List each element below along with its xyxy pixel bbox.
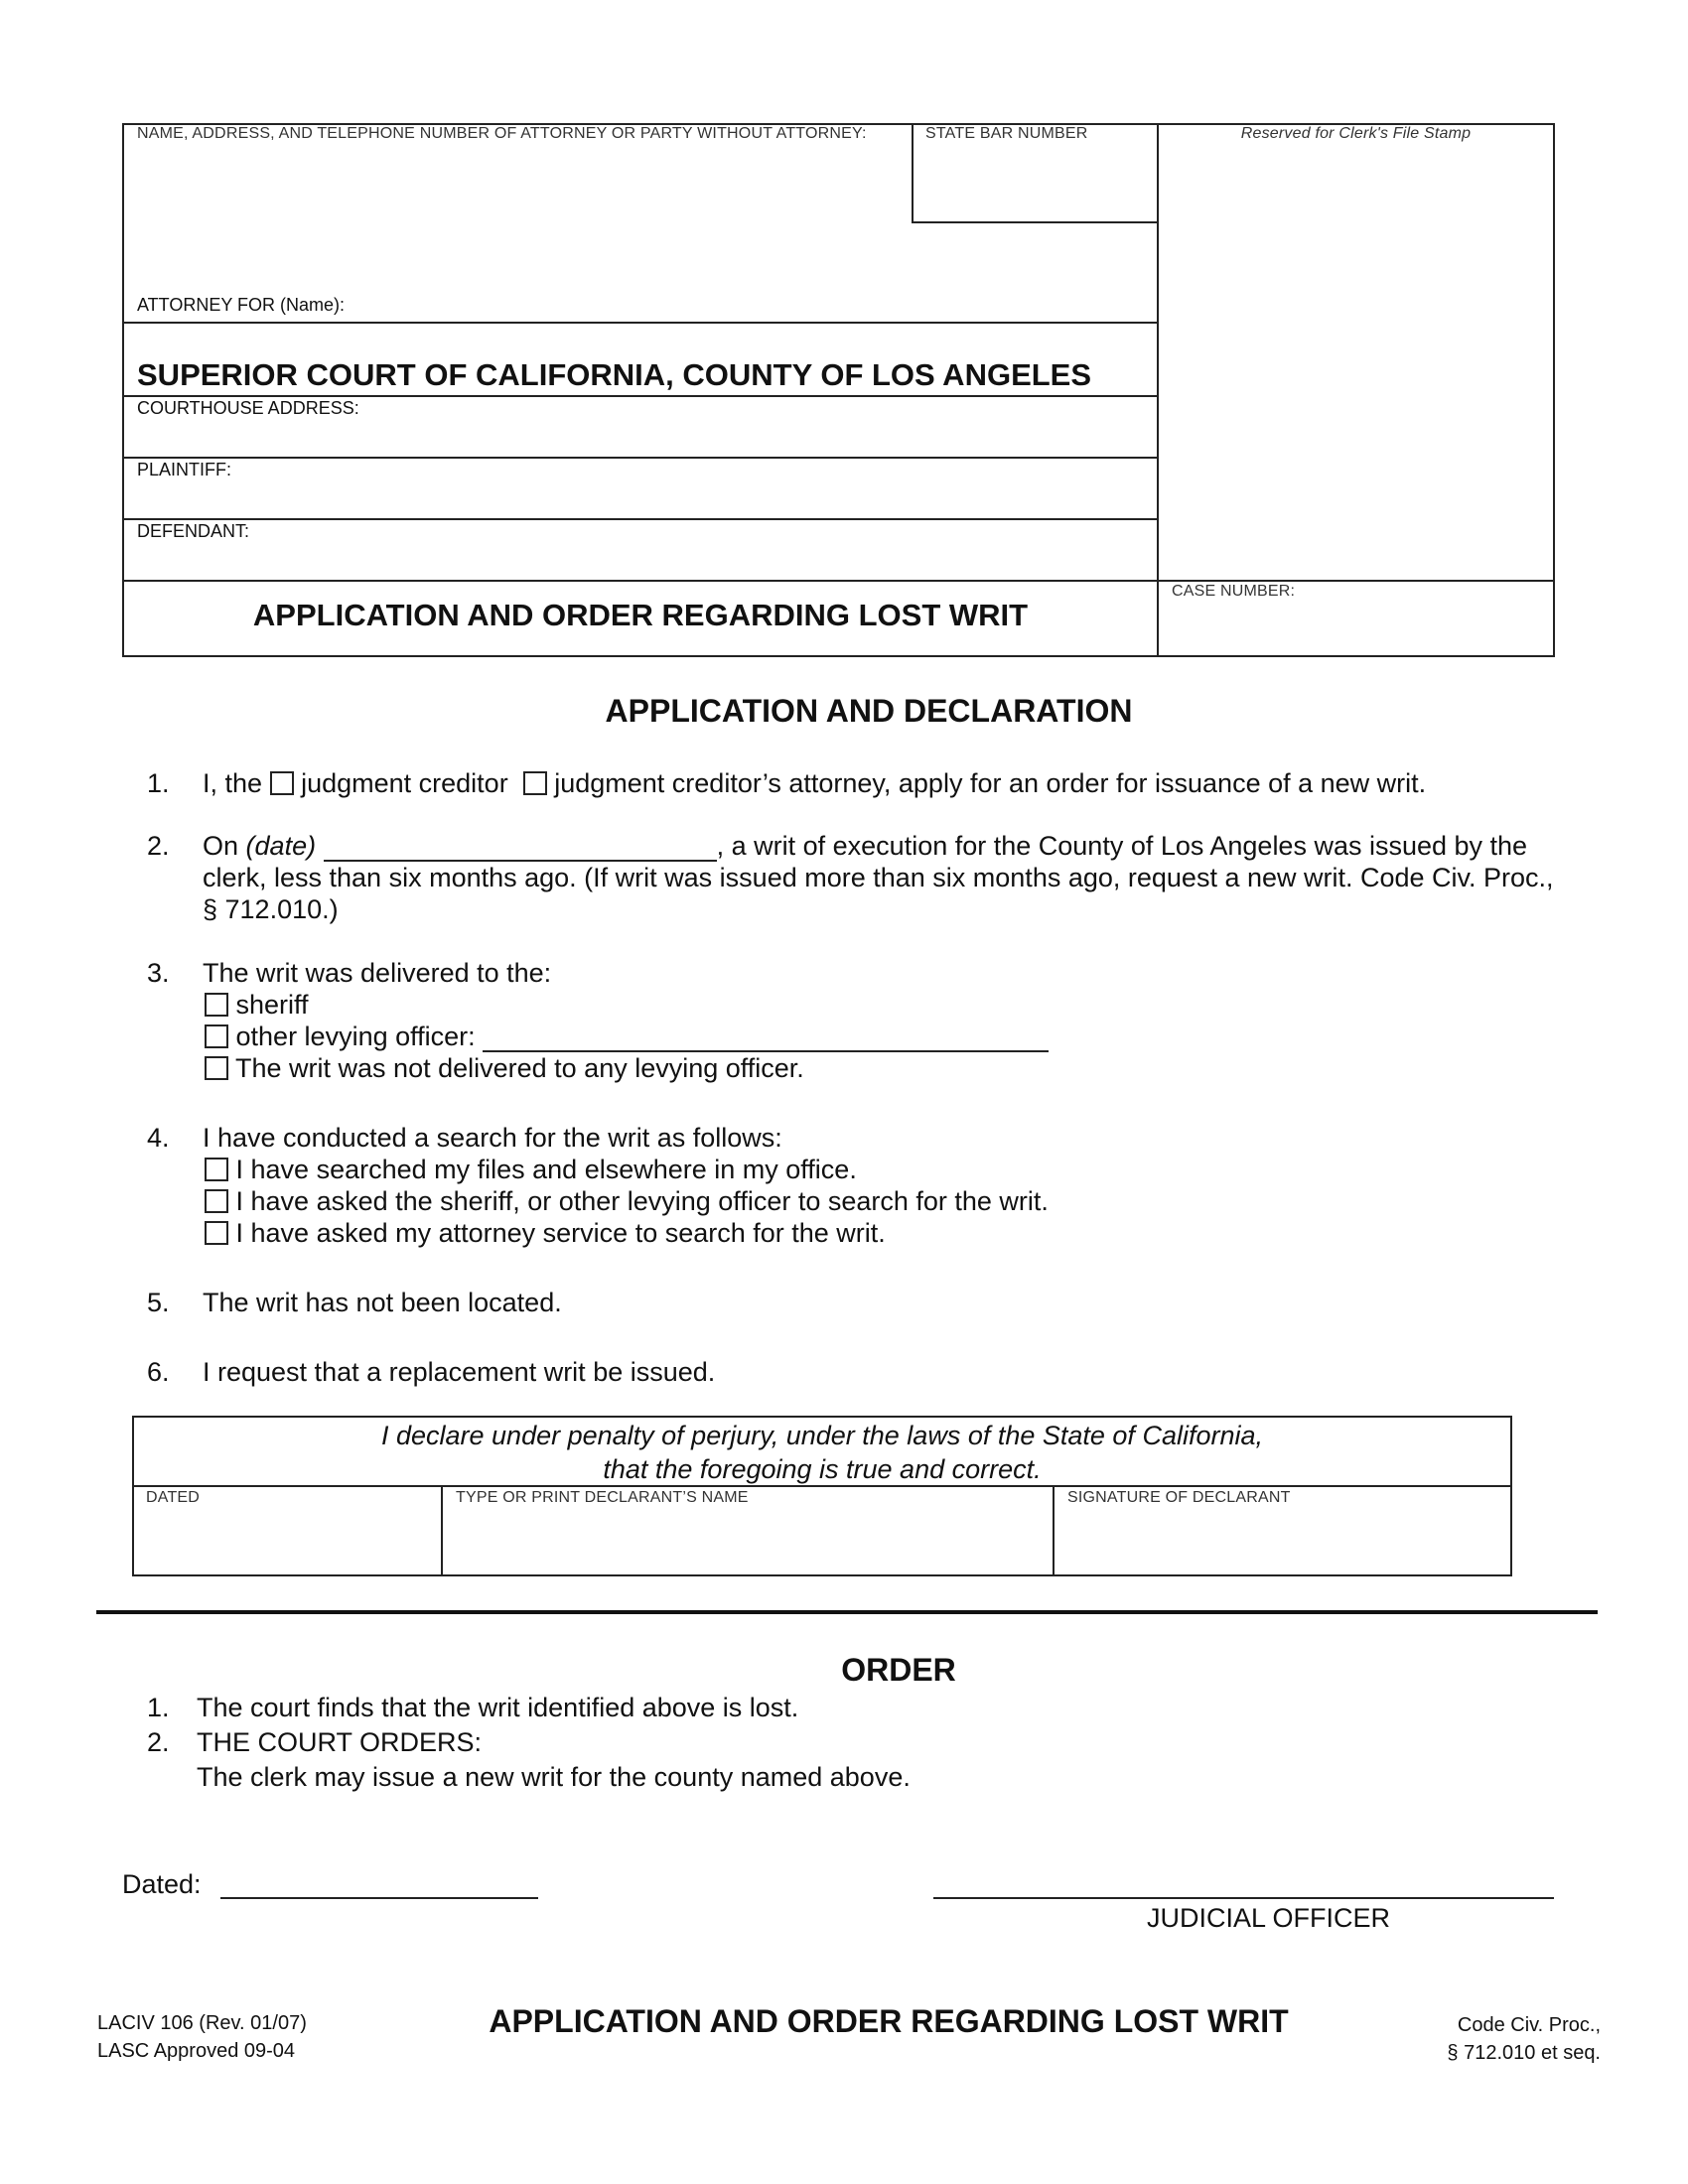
approval-info: LASC Approved 09-04 [97,2040,296,2062]
item2-text [203,830,1613,925]
not-delivered-label: The writ was not delivered to any levying officer. [235,1053,804,1083]
searched-files-checkbox[interactable] [205,1158,228,1181]
attorney-service-checkbox[interactable] [205,1221,228,1245]
defendant-label: DEFENDANT: [137,521,250,541]
item1-prefix: I, the [203,768,263,798]
state-bar-left-border [912,123,914,223]
declaration-date-field[interactable] [141,1511,434,1569]
clerk-stamp-label: Reserved for Clerk's File Stamp [1240,125,1472,142]
item2-line1-rest: , a writ of execution for the County of Los Angeles was issued by the [716,831,1528,861]
code-line-1: Code Civ. Proc., [1457,2014,1601,2036]
asked-sheriff-option [205,1185,1049,1217]
item2-date-label: (date) [245,831,317,861]
courthouse-address-label: COURTHOUSE ADDRESS: [137,398,359,418]
caption-divider [1157,123,1159,657]
item5-text: The writ has not been located. [203,1288,562,1317]
attorney-label: NAME, ADDRESS, AND TELEPHONE NUMBER OF ATTORNEY OR PARTY WITHOUT ATTORNEY: [137,125,867,142]
declarant-signature-field[interactable] [1062,1511,1505,1569]
item-number: 5. [147,1288,170,1317]
state-bar-label: STATE BAR NUMBER [925,125,1088,142]
declaration-statement [132,1419,1512,1486]
other-levying-officer-checkbox[interactable] [205,1024,228,1048]
code-line-2: § 712.010 et seq. [1447,2042,1601,2064]
order-item2-detail: The clerk may issue a new writ for the county named above. [197,1762,911,1792]
judgment-creditor-label: judgment creditor [301,768,508,798]
other-levying-officer-label: other levying officer: [235,1022,476,1051]
form-number: LACIV 106 (Rev. 01/07) [97,2012,307,2034]
court-name: SUPERIOR COURT OF CALIFORNIA, COUNTY OF LOS ANGELES [137,357,1092,392]
state-bar-bottom-border [912,221,1159,223]
state-bar-field[interactable] [923,147,1147,216]
rule [122,457,1159,459]
declarant-name-field[interactable] [451,1511,1045,1569]
order-item-number: 2. [147,1727,170,1757]
order-item1-text: The court finds that the writ identified above is lost. [197,1693,799,1722]
declarant-name-label: TYPE OR PRINT DECLARANT’S NAME [456,1489,749,1506]
form-title: APPLICATION AND ORDER REGARDING LOST WRIT [252,598,1029,632]
judgment-creditor-attorney-label: judgment creditor’s attorney, apply for an order for issuance of a new writ. [554,768,1427,798]
order-dated-field[interactable] [220,1897,538,1899]
item-number: 1. [147,768,170,798]
judicial-officer-label: JUDICIAL OFFICER [1146,1903,1391,1933]
signature-label: SIGNATURE OF DECLARANT [1067,1489,1291,1506]
item2-line3: § 712.010.) [203,894,339,924]
footer-code [1380,2011,1601,2067]
judgment-creditor-attorney-checkbox[interactable] [523,771,547,795]
declaration-line-2: that the foregoing is true and correct. [603,1454,1042,1484]
item-number: 3. [147,958,170,988]
rule [122,322,1159,324]
searched-files-option [205,1154,857,1185]
case-number-label: CASE NUMBER: [1172,583,1296,600]
sheriff-checkbox[interactable] [205,993,228,1017]
not-delivered-option [205,1052,804,1084]
writ-issue-date-field[interactable] [324,836,717,862]
order-dated-label: Dated: [122,1869,202,1899]
item3-text: The writ was delivered to the: [203,958,552,988]
footer-form-info [97,2009,307,2065]
rule [122,580,1555,582]
judgment-creditor-checkbox[interactable] [270,771,294,795]
attorney-for-label: ATTORNEY FOR (Name): [137,295,346,315]
judicial-officer-signature-field[interactable] [933,1897,1554,1899]
rule [441,1485,443,1576]
rule [122,518,1159,520]
attorney-for-field[interactable] [397,290,1152,318]
other-levying-officer-option [205,1021,1049,1052]
sheriff-label: sheriff [235,990,309,1020]
attorney-service-option [205,1217,886,1249]
sheriff-option [205,989,309,1021]
item-number: 2. [147,831,170,861]
application-heading: APPLICATION AND DECLARATION [605,693,1133,729]
plaintiff-label: PLAINTIFF: [137,460,232,479]
item2-on: On [203,831,239,861]
item1-line [203,767,1426,799]
item4-text: I have conducted a search for the writ as follows: [203,1123,782,1153]
order-heading: ORDER [841,1652,956,1688]
other-levying-officer-field[interactable] [483,1026,1049,1052]
declaration-line-1: I declare under penalty of perjury, under the laws of the State of California, [380,1421,1263,1450]
searched-files-label: I have searched my files and elsewhere in my office. [235,1155,857,1184]
footer-title: APPLICATION AND ORDER REGARDING LOST WRIT [489,2003,1289,2039]
item-number: 6. [147,1357,170,1387]
order-separator [96,1610,1598,1614]
asked-sheriff-checkbox[interactable] [205,1189,228,1213]
dated-label: DATED [146,1489,201,1506]
item6-text: I request that a replacement writ be issued. [203,1357,716,1387]
rule [1053,1485,1055,1576]
not-delivered-checkbox[interactable] [205,1056,228,1080]
order-item-number: 1. [147,1693,170,1722]
case-number-field[interactable] [1170,608,1547,649]
item-number: 4. [147,1123,170,1153]
attorney-service-label: I have asked my attorney service to search for the writ. [235,1218,886,1248]
attorney-name-field[interactable] [135,139,900,288]
asked-sheriff-label: I have asked the sheriff, or other levying officer to search for the writ. [235,1186,1049,1216]
rule [122,395,1159,397]
order-item2-text: THE COURT ORDERS: [197,1727,483,1757]
item2-line2: clerk, less than six months ago. (If writ was issued more than six months ago, request a new writ. Code Civ. Proc., [203,863,1554,892]
